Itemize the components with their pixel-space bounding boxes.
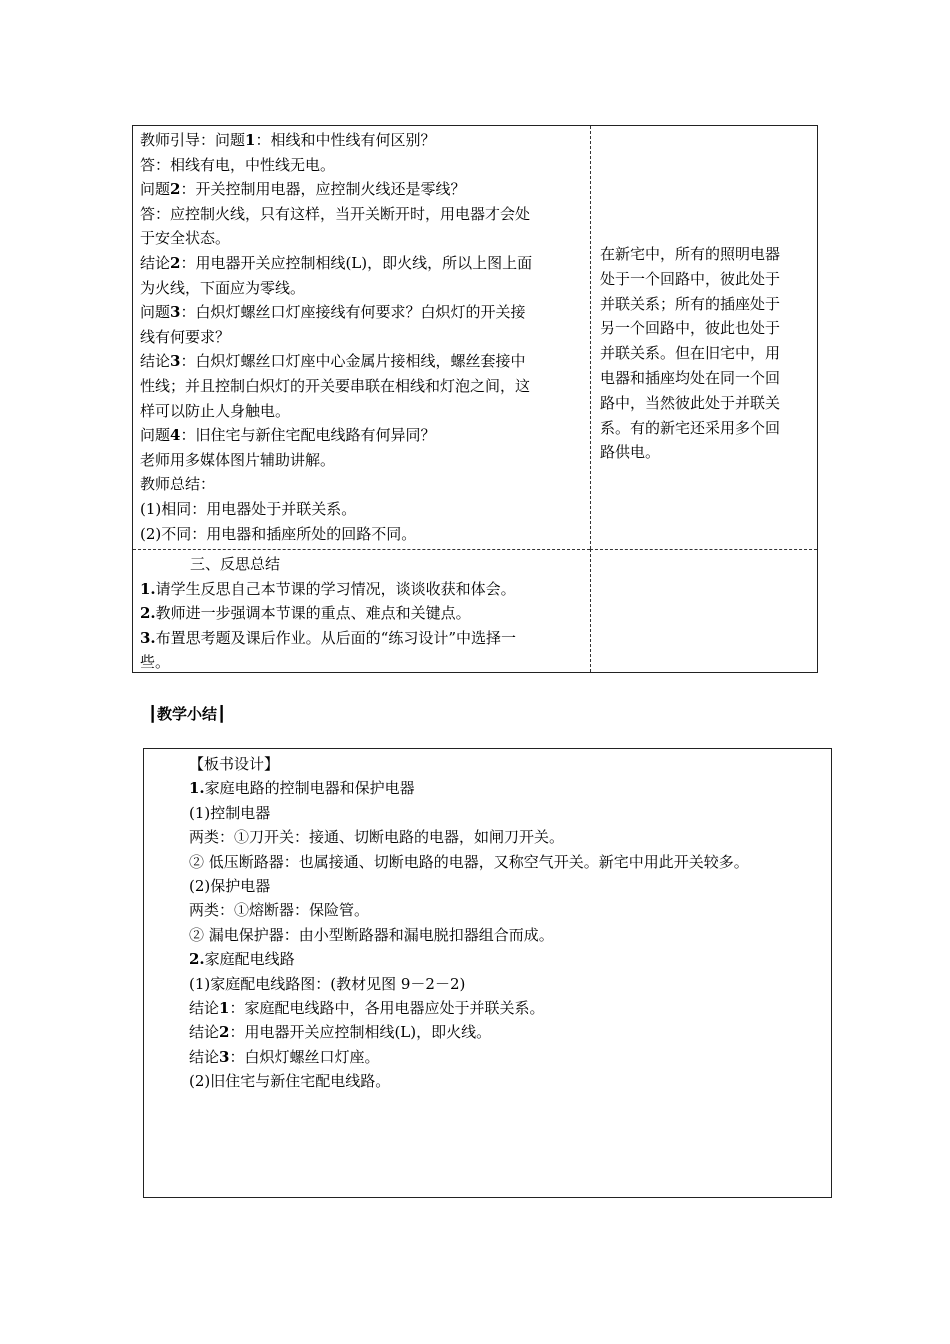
text-segment: 家庭配电线路	[204, 950, 295, 969]
text-line: 电器和插座均处在同一个回	[600, 368, 781, 387]
text-segment: 结论	[189, 1047, 220, 1066]
text-line	[140, 128, 590, 153]
text-line: 并联关系；所有的插座处于	[600, 294, 781, 313]
text-line	[140, 177, 590, 202]
board-design-box	[143, 748, 832, 1198]
text-line	[189, 996, 831, 1020]
text-line	[189, 850, 831, 874]
text-line	[140, 497, 590, 522]
text-segment: 老师用多媒体图片辅助讲解。	[140, 450, 336, 469]
text-line	[140, 577, 590, 602]
text-line	[189, 776, 831, 800]
text-line	[189, 1069, 831, 1093]
text-line	[189, 752, 831, 776]
text-segment: 些。	[140, 653, 171, 672]
text-segment: ② 低压断路器：也属接通、切断电路的电器，又称空气开关。新宅中用此开关较多。	[189, 852, 749, 871]
text-segment: 结论	[140, 352, 171, 371]
text-line	[140, 251, 590, 276]
text-segment: 结论	[140, 253, 171, 272]
text-segment: 3.	[140, 628, 156, 647]
text-segment: ：用电器开关应控制相线(L)，即火线，所以上图上面	[180, 253, 533, 272]
text-line	[189, 1045, 831, 1069]
text-segment: (2)保护电器	[189, 877, 271, 896]
text-segment: ：白炽灯螺丝口灯座接线有何要求？白炽灯的开关接	[180, 303, 526, 322]
text-line	[140, 153, 590, 178]
reflection-list	[140, 577, 590, 675]
text-segment: 【板书设计】	[189, 755, 280, 773]
text-segment: (1)家庭配电线路图：(教材见图 9－2－2)	[189, 974, 466, 993]
text-segment: 教师引导：问题	[140, 131, 246, 149]
text-line	[140, 202, 590, 227]
text-line	[189, 972, 831, 996]
text-line	[140, 374, 590, 399]
text-segment: 两类：①刀开关：接通、切断电路的电器，如闸刀开关。	[189, 828, 565, 847]
text-segment: 1.	[189, 779, 205, 798]
text-segment: 性线；并且控制白炽灯的开关要串联在相线和灯泡之间，这	[140, 376, 531, 395]
text-segment: 于安全状态。	[140, 229, 231, 248]
text-line	[189, 898, 831, 922]
text-segment: 2	[170, 180, 181, 199]
text-line	[189, 923, 831, 947]
text-segment: 1.	[140, 579, 156, 598]
text-segment: (1)控制电器	[189, 803, 271, 822]
design-note-cell	[590, 126, 817, 549]
text-line	[189, 801, 831, 825]
text-line	[140, 399, 590, 424]
text-segment: 教师进一步强调本节课的重点、难点和关键点。	[155, 604, 471, 623]
text-segment: 3	[170, 303, 181, 322]
text-segment: 问题	[140, 303, 171, 322]
text-line	[140, 448, 590, 473]
text-line: 另一个回路中，彼此也处于	[600, 319, 781, 338]
section-title: ┃教学小结┃	[148, 705, 227, 723]
text-line: 在新宅中，所有的照明电器	[600, 245, 781, 263]
text-segment: ：相线和中性线有何区别？	[255, 131, 436, 149]
text-line	[189, 874, 831, 898]
text-segment: 2	[219, 1023, 230, 1042]
text-line: 并联关系。但在旧宅中，用	[600, 344, 781, 363]
text-segment: ：用电器开关应控制相线(L)，即火线。	[229, 1023, 492, 1042]
text-line	[140, 601, 590, 626]
text-segment: (2)旧住宅与新住宅配电线路。	[189, 1072, 391, 1091]
text-segment: 3	[170, 352, 181, 371]
text-segment: 家庭电路的控制电器和保护电器	[204, 779, 415, 798]
text-segment: 2.	[189, 950, 205, 969]
text-segment: 结论	[189, 1023, 220, 1042]
lesson-table	[132, 125, 818, 673]
text-segment: 结论	[189, 999, 220, 1018]
text-segment: 样可以防止人身触电。	[140, 401, 291, 420]
text-segment: ：家庭配电线路中，各用电器应处于并联关系。	[229, 999, 545, 1018]
text-segment: ：旧住宅与新住宅配电线路有何异同？	[180, 426, 436, 445]
text-segment: 布置思考题及课后作业。从后面的“练习设计”中选择一	[155, 628, 517, 647]
text-line: 路中，当然彼此处于并联关	[600, 393, 781, 412]
text-segment: ：白炽灯螺丝口灯座中心金属片接相线，螺丝套接中	[180, 352, 526, 371]
text-segment: 2	[170, 253, 181, 272]
text-segment: 1	[245, 131, 256, 149]
text-line	[140, 325, 590, 350]
text-segment: ② 漏电保护器：由小型断路器和漏电脱扣器组合而成。	[189, 925, 554, 944]
text-segment: (2)不同：用电器和插座所处的回路不同。	[140, 524, 417, 543]
text-line	[189, 1020, 831, 1044]
text-segment: 请学生反思自己本节课的学习情况，谈谈收获和体会。	[155, 579, 516, 598]
text-segment: 问题	[140, 426, 171, 445]
text-segment: 2.	[140, 604, 156, 623]
text-segment: 教师总结：	[140, 475, 216, 494]
text-line: 路供电。	[600, 443, 661, 462]
text-line	[140, 276, 590, 301]
text-segment: (1)相同：用电器处于并联关系。	[140, 499, 357, 518]
text-segment: ：开关控制用电器，应控制火线还是零线？	[180, 180, 466, 199]
text-line	[140, 472, 590, 497]
text-segment: 问题	[140, 180, 171, 199]
reflection-heading: 三、反思总结	[190, 555, 281, 573]
text-line: 系。有的新宅还采用多个回	[600, 418, 781, 437]
text-line	[140, 423, 590, 448]
text-segment: 3	[219, 1047, 230, 1066]
text-segment: ：白炽灯螺丝口灯座。	[229, 1047, 380, 1066]
text-line	[189, 947, 831, 971]
text-line	[140, 522, 590, 547]
text-segment: 答：应控制火线，只有这样，当开关断开时，用电器才会处	[140, 204, 531, 223]
text-line	[189, 825, 831, 849]
text-line	[140, 650, 590, 675]
text-segment: 答：相线有电，中性线无电。	[140, 155, 336, 174]
reflection-cell	[133, 549, 590, 672]
empty-note-cell	[590, 549, 817, 672]
text-segment: 线有何要求？	[140, 327, 231, 346]
text-segment: 1	[219, 999, 230, 1018]
text-line	[140, 226, 590, 251]
text-segment: 为火线，下面应为零线。	[140, 278, 306, 297]
text-line: 处于一个回路中，彼此处于	[600, 269, 781, 288]
teaching-process-cell	[133, 126, 590, 549]
text-segment: 两类：①熔断器：保险管。	[189, 901, 370, 920]
text-line	[140, 626, 590, 651]
text-line	[140, 349, 590, 374]
text-segment: 4	[170, 426, 181, 445]
text-line	[140, 300, 590, 325]
